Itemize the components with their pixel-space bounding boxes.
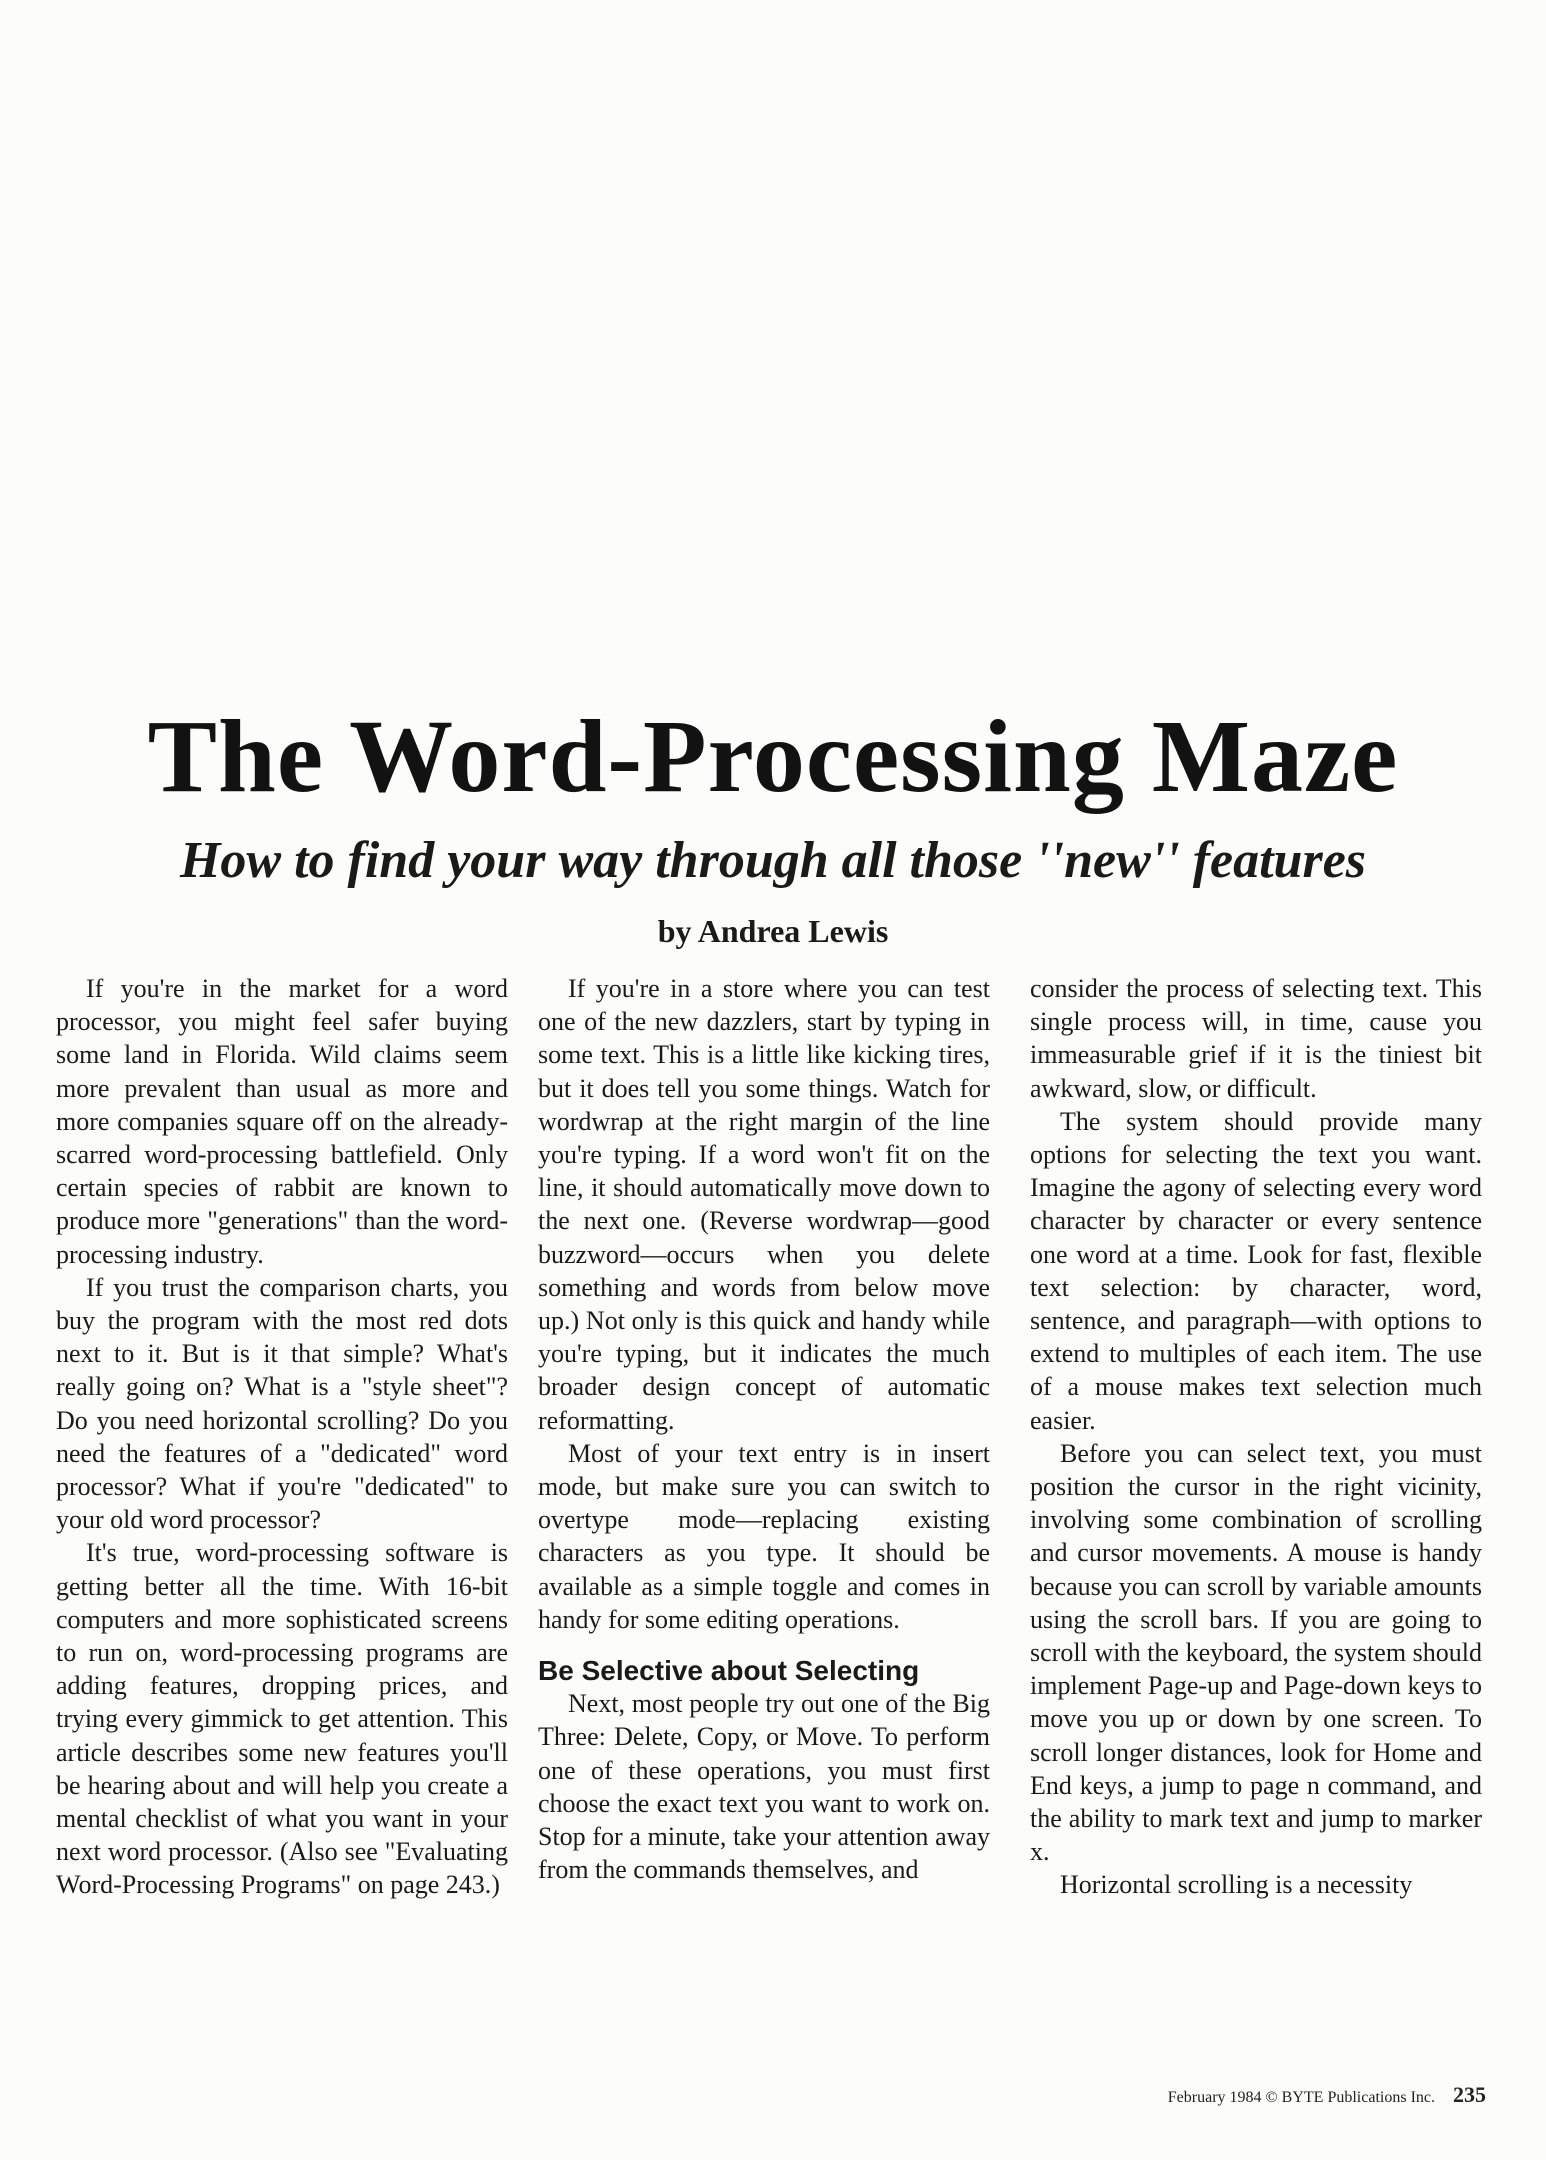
article-title: The Word-Processing Maze bbox=[147, 699, 1399, 814]
page-number: 235 bbox=[1453, 2082, 1486, 2107]
paragraph: If you trust the comparison charts, you buy the program with the most red dots next to it. But is it that simple? What's really going on? What is a "style sheet"? Do you need horizontal scrolling? Do you need the features of a "dedicated" word processor? What if you're "dedicated" to your old word processor? bbox=[56, 1272, 508, 1535]
byline: by Andrea Lewis bbox=[657, 913, 889, 949]
paragraph: Next, most people try out one of the Big Three: Delete, Copy, or Move. To perform one of these operations, you must first choose the exact text you want to work on. Stop for a minute, take your attention away from the commands themselves, and bbox=[538, 1689, 990, 1885]
page-footer bbox=[1168, 2082, 1486, 2108]
paragraph: Before you can select text, you must position the cursor in the right vicinity, involving some combination of scrolling and cursor movements. A mouse is handy because you can scroll by variable amounts using the scroll bars. If you are going to scroll with the keyboard, the system should implement Page-up and Page-down keys to move you up or down by one screen. To scroll longer distances, look for Home and End keys, a jump to page n command, and the ability to mark text and jump to marker x. bbox=[1030, 1438, 1482, 1867]
section-heading: Be Selective about Selecting bbox=[538, 1655, 920, 1687]
footer-credit: February 1984 © BYTE Publications Inc. bbox=[1167, 2089, 1435, 2106]
paragraph: The system should provide many options for selecting the text you want. Imagine the agony of selecting every word character by character or every sentence one word at a time. Look for fast, flexible text selection: by character, word, sentence, and paragraph—with options to extend to multiples of each item. The use of a mouse makes text selection much easier. bbox=[1030, 1106, 1482, 1435]
article-subtitle: How to find your way through all those ''new'' features bbox=[179, 832, 1367, 889]
column-3 bbox=[1030, 972, 1482, 1902]
paragraph: If you're in a store where you can test one of the new dazzlers, start by typing in some text. This is a little like kicking tires, but it does tell you some things. Watch for wordwrap at the right margin of the line you're typing. If a word won't fit on the line, it should automatically move down to the next one. (Reverse wordwrap—good buzzword—occurs when you delete something and words from below move up.) Not only is this quick and handy while you're typing, but it indicates the much broader design concept of automatic reformatting. bbox=[538, 974, 990, 1435]
paragraph: consider the process of selecting text. This single process will, in time, cause you immeasurable grief if it is the tiniest bit awkward, slow, or difficult. bbox=[1030, 974, 1482, 1103]
column-1 bbox=[56, 972, 508, 1902]
paragraph: It's true, word-processing software is getting better all the time. With 16-bit computers and more sophisticated screens to run on, word-processing programs are adding features, dropping prices, and trying every gimmick to get attention. This article describes some new features you'll be hearing about and will help you create a mental checklist of what you want in your next word processor. (Also see "Evaluating Word-Processing Programs" on page 243.) bbox=[56, 1538, 508, 1900]
paragraph: Horizontal scrolling is a necessity bbox=[1060, 1870, 1413, 1900]
paragraph: Most of your text entry is in insert mode, but make sure you can switch to overtype mode—replacing existing characters as you type. It should be available as a simple toggle and comes in handy for some editing operations. bbox=[538, 1438, 990, 1634]
column-2 bbox=[538, 972, 990, 1886]
paragraph: If you're in the market for a word processor, you might feel safer buying some land in Florida. Wild claims seem more prevalent than usual as more and more companies square off on the already-scarred word-processing battlefield. Only certain species of rabbit are known to produce more "generations" than the word-processing industry. bbox=[56, 974, 508, 1269]
